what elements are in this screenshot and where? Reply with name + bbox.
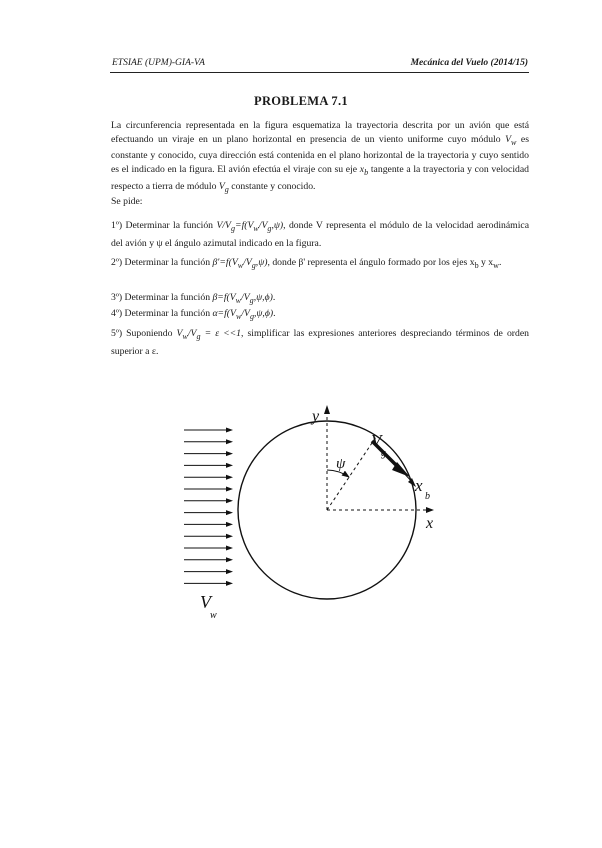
q1-formula: V/V: [216, 220, 231, 231]
label-y: y: [312, 408, 320, 425]
y-axis-arrowhead: [324, 405, 330, 414]
wind-arrowhead: [226, 581, 233, 586]
q3-formula-rest2: ,ψ,ϕ): [253, 292, 273, 303]
q2-num: 2º) Determinar la función: [111, 257, 213, 268]
q2-sub2: g: [251, 260, 256, 270]
wind-arrowhead: [226, 439, 233, 444]
radius-line: [327, 437, 376, 510]
wind-arrowhead: [226, 428, 233, 433]
intro-vw: V: [505, 133, 512, 145]
q3-formula-rest: /V: [241, 292, 250, 303]
intro-vg-sub: g: [224, 184, 229, 194]
q1-sub2: w: [253, 223, 259, 233]
wind-arrowhead: [226, 463, 233, 468]
wind-arrowhead: [226, 498, 233, 503]
wind-arrowhead: [226, 487, 233, 492]
label-vw: V: [200, 592, 211, 612]
q2-formula-rest2: ,ψ): [255, 257, 268, 268]
intro-text-3: tangente a la trayectoria y con velocidad respecto a tierra de módulo: [111, 164, 530, 192]
label-x: x: [426, 515, 434, 532]
q2-tail-sub2: w: [493, 260, 499, 270]
wind-arrowhead: [226, 534, 233, 539]
intro-xb: x: [359, 164, 365, 176]
q2-formula-rest: /V: [243, 257, 252, 268]
q2-formula: β'=f(V: [212, 257, 238, 268]
label-xb-sub: b: [425, 491, 430, 502]
q1-sub3: g: [267, 223, 272, 233]
q2-sub: w: [237, 260, 244, 270]
wind-arrowhead: [226, 569, 233, 574]
q4-num: 4º) Determinar la función: [111, 308, 213, 319]
wind-arrows: [184, 428, 233, 586]
wind-arrowhead: [226, 451, 233, 456]
q1-tail: , donde V representa el módulo de la velocidad aerodinámica del avión y ψ el ángulo azimutal indicado en la figura.: [111, 220, 529, 249]
header-right: Mecánica del Vuelo (2014/15): [410, 58, 528, 68]
q1-formula-rest: =f(V: [235, 220, 254, 231]
intro-text-2: es constante y conocido, cuya dirección está contenida en el plano horizontal de la trayectoria y cuyo sentido es el indicado en la figura. El avión efectúa el viraje con su eje: [111, 133, 529, 176]
label-vg-sub: g: [381, 448, 386, 459]
intro-xb-sub: b: [364, 167, 369, 177]
intro-text-1: La circunferencia representada en la figura esquematiza la trayectoria descrita por un avión que está efectuando un viraje en un plano horizontal en presencia de un viento uniforme cuyo módulo: [111, 120, 529, 145]
q5-sub: w: [182, 331, 188, 341]
q3-tail: .: [272, 292, 276, 303]
wind-arrowhead: [226, 475, 233, 480]
q2-tail2: y x: [478, 257, 494, 268]
q1-sub: g: [230, 223, 236, 233]
q4-formula: α=f(V: [212, 308, 236, 319]
x-axis-arrowhead: [426, 507, 434, 513]
wind-arrowhead: [226, 557, 233, 562]
q2-tail-sub: b: [474, 260, 479, 270]
se-pide: Se pide:: [111, 196, 143, 207]
problem-title: PROBLEMA 7.1: [254, 94, 348, 108]
q5-formula-rest: /V: [187, 328, 197, 339]
q3-formula: β=f(V: [212, 292, 236, 303]
label-psi: ψ: [336, 456, 346, 472]
label-vg: V: [371, 431, 382, 450]
q2-tail: , donde β' representa el ángulo formado por los ejes x: [267, 257, 475, 268]
q1-formula-rest2: /V: [258, 220, 268, 231]
q3-sub: w: [235, 295, 242, 305]
wind-arrowhead: [226, 546, 233, 551]
header-left: ETSIAE (UPM)-GIA-VA: [112, 58, 205, 68]
q1-formula-rest3: ,ψ): [271, 220, 284, 231]
q4-formula-rest: /V: [241, 308, 250, 319]
q1-num: 1º) Determinar la función: [111, 220, 217, 231]
q2-tail3: .: [498, 257, 502, 268]
wind-arrowhead: [226, 522, 233, 527]
q5-formula-rest2: = ε <<1: [200, 328, 242, 339]
label-vw-sub: w: [210, 610, 217, 621]
q4-formula-rest2: ,ψ,ϕ): [253, 308, 274, 319]
q3-num: 3º) Determinar la función: [111, 292, 213, 303]
q5-formula: V: [176, 328, 183, 339]
intro-vw-sub: w: [511, 137, 517, 147]
q5-num: 5º) Suponiendo: [111, 328, 177, 339]
label-xb: x: [415, 476, 423, 495]
intro-text-4: constante y conocido.: [228, 180, 316, 192]
q5-sub2: g: [196, 331, 201, 341]
q4-sub2: g: [249, 311, 254, 321]
intro-vg: V: [218, 180, 225, 192]
q3-sub2: g: [249, 295, 254, 305]
wind-arrowhead: [226, 510, 233, 515]
q4-sub: w: [235, 311, 242, 321]
q5-tail: , simplificar las expresiones anteriores despreciando términos de orden superior a ε.: [111, 328, 529, 357]
q4-tail: .: [273, 308, 276, 319]
